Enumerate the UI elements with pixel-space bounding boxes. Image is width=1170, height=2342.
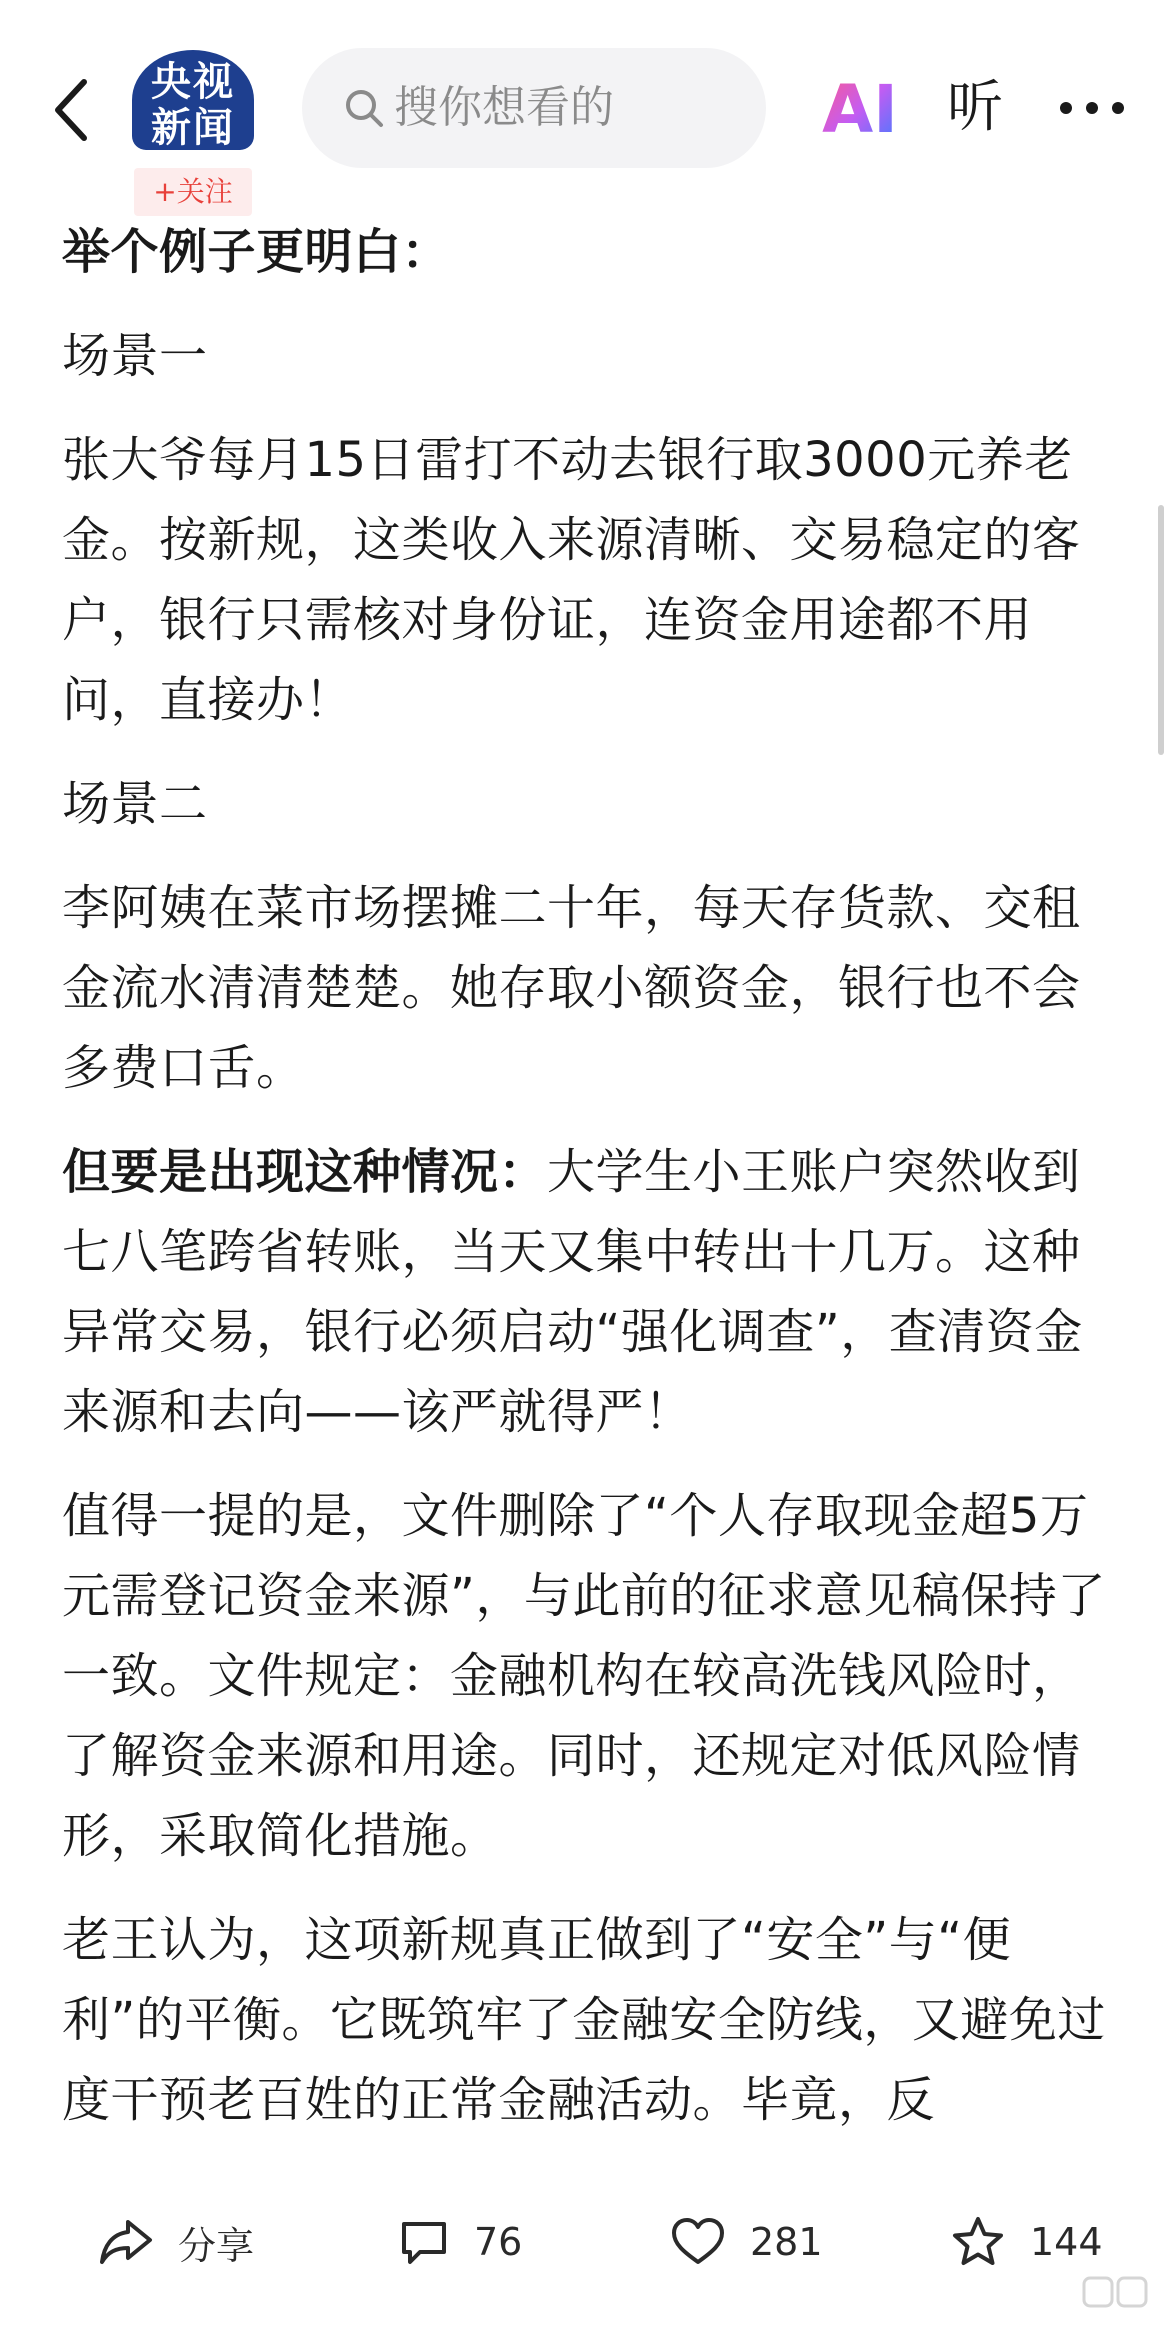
favorite-button[interactable] (950, 2204, 1103, 2280)
comment-count: 76 (474, 2220, 523, 2264)
avatar-logo-line2: 新闻 (151, 105, 235, 150)
back-button[interactable] (44, 70, 100, 150)
paragraph-5: 老王认为，这项新规真正做到了“安全”与“便利”的平衡。它既筑牢了金融安全防线，又避免过度干预老百姓的正常金融活动。毕竟，反 (62, 1912, 1106, 2128)
like-count: 281 (750, 2220, 823, 2264)
avatar-logo-line1: 央视 (151, 59, 235, 105)
search-icon (342, 86, 386, 130)
scrollbar[interactable] (1158, 505, 1164, 755)
scene1-title: 场景一 (62, 328, 208, 384)
listen-button[interactable]: 听 (947, 75, 1003, 140)
like-button[interactable] (670, 2204, 823, 2280)
avatar-logo (132, 50, 254, 150)
publisher-avatar[interactable] (132, 50, 254, 208)
top-navigation-bar (0, 0, 1170, 210)
more-dots-icon (1052, 80, 1132, 136)
case3-lead: 但要是出现这种情况： (62, 1144, 548, 1200)
share-button[interactable] (98, 2204, 254, 2280)
scene2-title: 场景二 (62, 776, 208, 832)
chevron-left-icon (52, 78, 92, 142)
heart-icon (670, 2216, 726, 2268)
follow-button[interactable]: +关注 (134, 168, 252, 216)
platform-watermark-icon (1080, 2272, 1150, 2312)
bottom-action-bar (0, 2182, 1170, 2342)
article-heading: 举个例子更明白： (62, 224, 451, 280)
case3-text: 大学生小王账户突然收到七八笔跨省转账，当天又集中转出十几万。这种异常交易，银行必须启动“强化调查”，查清资金来源和去向——该严就得严！ (62, 1144, 1083, 1440)
comment-icon (398, 2216, 450, 2268)
scene1-paragraph: 张大爷每月15日雷打不动去银行取3000元养老金。按新规，这类收入来源清晰、交易稳定的客户，银行只需核对身份证，连资金用途都不用问，直接办！ (62, 432, 1081, 728)
share-label: 分享 (178, 2223, 255, 2268)
star-icon (950, 2215, 1006, 2269)
article-body (62, 212, 1122, 2164)
search-placeholder: 搜你想看的 (394, 82, 614, 133)
favorite-count: 144 (1030, 2220, 1103, 2264)
scene2-paragraph: 李阿姨在菜市场摆摊二十年，每天存货款、交租金流水清清楚楚。她存取小额资金，银行也不会多费口舌。 (62, 880, 1081, 1096)
case3-paragraph (62, 1132, 1122, 1452)
ai-assistant-button[interactable] (812, 66, 908, 150)
ai-label: AI (822, 71, 898, 148)
comment-button[interactable] (398, 2204, 522, 2280)
search-input[interactable] (302, 48, 766, 168)
ai-icon (812, 66, 908, 150)
more-options-button[interactable] (1052, 80, 1132, 136)
share-icon (98, 2216, 154, 2268)
paragraph-4: 值得一提的是，文件删除了“个人存取现金超5万元需登记资金来源”，与此前的征求意见稿保持了一致。文件规定：金融机构在较高洗钱风险时，了解资金来源和用途。同时，还规定对低风险情形，采取简化措施。 (62, 1488, 1106, 1864)
